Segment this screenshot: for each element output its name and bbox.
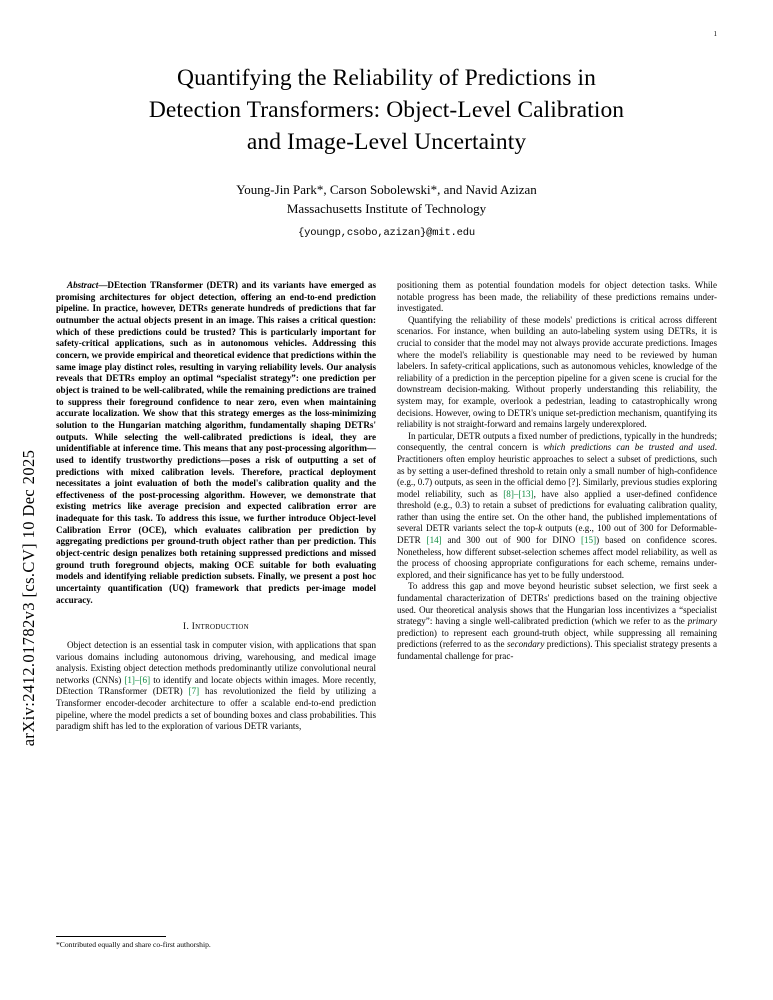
footnote-text: *Contributed equally and share co-first authorship. bbox=[56, 940, 211, 949]
footnote-rule bbox=[56, 936, 166, 937]
r4-text-b: prediction) to represent each ground-truth object, while suppressing all remaining predictions (referred to as the bbox=[397, 627, 717, 650]
citation-1-6[interactable]: [1]–[6] bbox=[124, 674, 151, 685]
page-title bbox=[87, 62, 687, 158]
citation-14[interactable]: [14] bbox=[426, 535, 442, 546]
right-paragraph-4 bbox=[397, 581, 717, 662]
abstract bbox=[56, 280, 376, 606]
citation-8-13[interactable]: [8]–[13] bbox=[503, 488, 534, 499]
r4-text-c: predictions). This specialist strategy presents a fundamental challenge for prac- bbox=[397, 639, 717, 661]
r3-text-e: and 300 out of 900 for DINO bbox=[441, 535, 581, 546]
abstract-label: Abstract bbox=[67, 280, 99, 290]
arxiv-stamp: arXiv:2412.01782v3 [cs.CV] 10 Dec 2025 bbox=[19, 449, 38, 747]
author-list: Young-Jin Park*, Carson Sobolewski*, and Navid Azizan bbox=[236, 182, 537, 197]
r4-italic-2: secondary bbox=[507, 639, 545, 650]
r3-italic-k: k bbox=[538, 523, 543, 534]
citation-7[interactable]: [7] bbox=[188, 686, 200, 697]
r3-text-f: ) based on confidence scores. Nonetheless, how different subset-selection schemes affect model reliability, as well as the process of choosing appropriate configurations for each scheme, remains under-explored, and their significance has yet to be fully understood. bbox=[397, 535, 717, 580]
left-column bbox=[56, 280, 376, 733]
page-number: 1 bbox=[713, 30, 717, 38]
right-paragraph-1: positioning them as potential foundation models for object detection tasks. While notable progress has been made, the reliability of these predictions remains under-investigated. bbox=[397, 280, 717, 314]
r3-text-c: , have also applied a user-defined confidence threshold (e.g., 0.3) to retain a subset of predictions for evaluating calibration quality, rather than using the entire set. On the other hand, the published implementations of several DETR variants select the top- bbox=[397, 488, 717, 534]
right-paragraph-3 bbox=[397, 431, 717, 582]
citation-15[interactable]: [15] bbox=[580, 535, 597, 546]
intro-text-c: has revolutionized the field by utilizing a Transformer encoder-decoder architecture to offer a scalable end-to-end prediction pipeline, where the model predicts a set of bounding boxes and class probabilities. This paradigm shift has led to the exploration of various DETR variants, bbox=[56, 686, 376, 732]
footnote bbox=[56, 936, 376, 950]
intro-text-b: to identify and locate objects within images. More recently, DEtection TRansformer (DETR) bbox=[56, 674, 376, 697]
affiliation: Massachusetts Institute of Technology bbox=[286, 201, 487, 216]
r4-italic-1: primary bbox=[687, 616, 717, 627]
r3-text-b: . Practitioners often employ heuristic approaches to select a subset of predictions, such as by setting a user-defined threshold to retain only a small number of high-confidence (e.g., 0.7) outputs, as seen in the official demo [?]. Similarly, previous studies exploring model reliability, such as bbox=[397, 442, 717, 499]
intro-text-a: Object detection is an essential task in computer vision, with applications that span various domains including autonomous driving, warehousing, and medical image analysis. Existing object detection methods predominantly utilize convolutional neural networks (CNNs) bbox=[56, 639, 376, 685]
abstract-text: —DEtection TRansformer (DETR) and its variants have emerged as promising architectures for object detection, offering an end-to-end prediction pipeline. In practice, however, DETRs generate hundreds of predictions that far outnumber the actual objects present in an image. This raises a critical question: which of these predictions could be trusted? This is particularly important for safety-critical applications, such as in autonomous vehicles. Addressing this concern, we provide empirical and theoretical evidence that predictions within the same image play distinct roles, resulting in varying reliability levels. Our analysis reveals that DETRs employ an optimal “specialist strategy”: one prediction per object is trained to be well-calibrated, while the remaining predictions are trained to suppress their foreground confidence to near zero, even when maintaining accurate localization. We show that this strategy emerges as the loss-minimizing solution to the Hungarian matching algorithm, fundamentally shaping DETRs' outputs. While selecting the well-calibrated predictions is ideal, they are unidentifiable at inference time. This means that any post-processing algorithm—used to identify trustworthy predictions—poses a risk of outputting a set of predictions with mixed calibration levels. Therefore, practical deployment necessitates a joint evaluation of both the model's calibration quality and the effectiveness of the post-processing algorithm. However, we demonstrate that existing metrics like average precision and expected calibration error are inadequate for this task. To address this issue, we further introduce Object-level Calibration Error (OCE), which evaluates calibration per prediction by aggregating predictions per ground-truth object rather than per prediction. This object-centric design penalizes both retaining suppressed predictions and missed ground truth foreground objects, making OCE suitable for both evaluating models and identifying reliable prediction subsets. Finally, we present a post hoc uncertainty quantification (UQ) framework that predicts per-image model accuracy. bbox=[56, 280, 376, 605]
paper-header bbox=[56, 62, 717, 239]
body-columns bbox=[56, 280, 717, 733]
r3-text-a: In particular, DETR outputs a fixed number of predictions, typically in the hundreds; consequently, the central concern is bbox=[397, 430, 717, 453]
right-column bbox=[397, 280, 717, 733]
title-line-1: Quantifying the Reliability of Predictions in bbox=[177, 65, 596, 91]
r4-text-a: To address this gap and move beyond heuristic subset selection, we first seek a fundamental characterization of DETRs' predictions based on the training objective used. Our theoretical analysis shows that the Hungarian loss incentivizes a “specialist strategy”: having a single well-calibrated prediction (which we refer to as the bbox=[397, 581, 717, 627]
r3-italic-1: which predictions can be trusted and used bbox=[543, 442, 715, 453]
title-line-2: Detection Transformers: Object-Level Calibration bbox=[148, 97, 625, 123]
contact-email: {youngp,csobo,azizan}@mit.edu bbox=[298, 227, 475, 239]
title-line-3: and Image-Level Uncertainty bbox=[246, 129, 527, 155]
intro-paragraph-1 bbox=[56, 640, 376, 733]
r3-text-d: outputs (e.g., 100 out of 300 for Deformable-DETR bbox=[397, 523, 718, 546]
right-paragraph-2: Quantifying the reliability of these models' predictions is critical across different scenarios. For instance, when building an auto-labeling system using DETRs, it is crucial to consider that the model may not always provide accurate predictions. Images where the model's reliability is questionable may need to be reviewed by human labelers. In safety-critical applications, such as autonomous vehicles, knowledge of the reliability of a prediction in the perception pipeline for a given scene is crucial for the downstream decision-making. Without properly understanding this reliability, the system may, for example, overlook a pedestrian, leading to catastrophically wrong decisions. However, owing to DETR's unique set-prediction mechanism, quantifying its reliability is not straight-forward and remains largely underexplored. bbox=[397, 314, 717, 430]
section-heading-introduction: I. Introduction bbox=[183, 622, 249, 633]
